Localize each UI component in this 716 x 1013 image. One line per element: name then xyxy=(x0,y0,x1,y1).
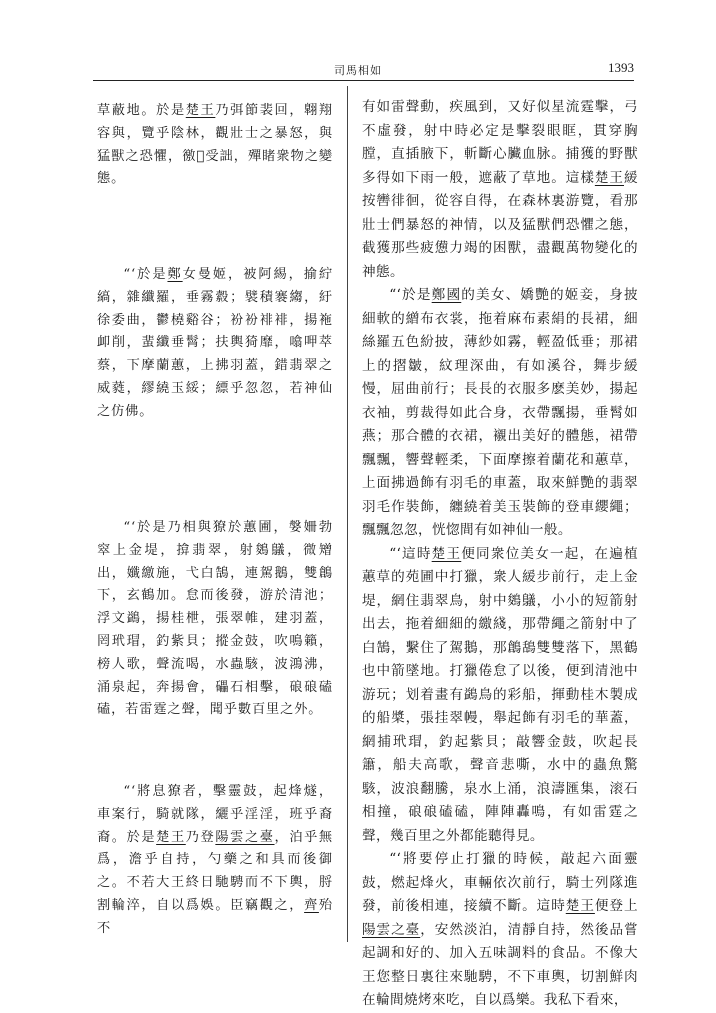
text-run: ，泊乎無爲，澹乎自持，勺藥之和具而後御之。不若大王終日馳騁而不下輿，脟割輪淬，自以爲娛。臣竊觀之， xyxy=(97,829,333,913)
source-paragraph xyxy=(97,517,333,722)
text-run: 便登上 xyxy=(594,898,638,914)
proper-noun: 陽雲之臺 xyxy=(215,829,275,845)
proper-noun: 鄭 xyxy=(167,267,183,282)
text-run: “‘這時 xyxy=(389,545,432,562)
paragraph-text xyxy=(97,781,333,941)
text-run: 便同衆位美女一起，在遍植蕙草的苑圃中打獵，衆人緩步前行，走上金堤，網住翡翠鳥，射中鵕鸃，小小的短箭射出去，拖着細細的繳綫，那帶繩之箭射中了白鵠，繫住了駕鵝，那鶬鴰雙雙落下，黑鶴也中箭墜地。打獵倦怠了以後，便到清池中游玩；划着畫有鷁鳥的彩船，揮動桂木製成的船槳，張挂翠幔，舉起飾有羽毛的華蓋，網捕玳瑁，釣起紫貝；敲響金鼓，吹起長簫，船夫高歌，聲音悲嘶，水中的蟲魚驚駭，波浪翻騰，泉水上涌，浪濤匯集，滚石相撞，硠硠磕磕，陣陣轟鳴，有如雷霆之聲，幾百里之外都能聽得見。 xyxy=(362,545,638,844)
text-run: 殆不 xyxy=(97,897,333,936)
paragraph-text xyxy=(97,100,333,191)
text-run: ，安然淡泊，清靜自持，然後品嘗起調和好的、加入五味調料的食品。不像大王您整日裏往來馳騁，不下車輿，切割鮮肉在輪間燒烤來吃，自以爲樂。我私下看來， xyxy=(362,921,639,1008)
text-run: 女曼姬，被阿緆，揄紵縞，雜纖羅，垂霧縠；襞積褰縐，紆徐委曲，鬱橈谿谷；衯衯裶裶，揚袘卹削，蜚纖垂髾；扶輿猗靡，噏呷萃蔡，下摩蘭蕙，上拂羽蓋，錯翡翠之威蕤，繆繞玉綏；縹乎忽忽，若神仙之仿佛。 xyxy=(97,267,333,419)
text-run: 有如雷聲動，疾風到，又好似星流霆擊，弓不虛發，射中時必定是擊裂眼眶，貫穿胸膛，直插腋下，斬斷心臟血脉。捕獲的野獸多得如下雨一般，遮蔽了草地。這樣 xyxy=(362,99,638,186)
text-run: 乃登 xyxy=(185,829,216,845)
proper-noun: 陽雲之臺 xyxy=(362,921,421,938)
text-run: “‘於是 xyxy=(123,267,168,282)
proper-noun: 楚王 xyxy=(156,829,186,845)
proper-noun: 齊 xyxy=(304,897,319,913)
column-divider xyxy=(347,86,348,942)
paragraph-text xyxy=(97,264,333,424)
text-run: “‘於是乃相與獠於蕙圃，媻姍勃窣上金堤，揜翡翠，射鵕鸃，微矰出，孅繳施，弋白鵠，連駕鵝，雙鶬下，玄鶴加。怠而後發，游於清池；浮文鷁，揚桂枻，張翠帷，建羽蓋，罔玳瑁，釣紫貝；摐金鼓，吹鳴籟，榜人歌，聲流喝，水蟲駭，波鴻沸，涌泉起，奔揚會，礧石相擊，硠硠磕磕，若雷霆之聲，聞乎數百里之外。 xyxy=(97,520,333,718)
translation-paragraph xyxy=(362,96,638,284)
translation-column xyxy=(362,96,638,1013)
proper-noun: 楚王 xyxy=(594,169,624,186)
running-head-title: 司馬相如 xyxy=(334,64,382,77)
text-run: 緩按轡徘徊，從容自得，在森林裏游覽，看那壯士們暴怒的神情，以及猛獸們恐懼之態，截獲那些疲憊力竭的困獸，盡觀萬物變化的神態。 xyxy=(362,169,638,280)
proper-noun: 楚王 xyxy=(565,898,595,914)
page-number: 1393 xyxy=(608,60,634,75)
translation-paragraph xyxy=(362,543,638,849)
translation-paragraph xyxy=(362,848,638,1013)
text-run: “‘於是 xyxy=(389,287,432,303)
proper-noun: 楚王 xyxy=(185,103,216,118)
translation-paragraph xyxy=(362,284,638,543)
text-run: “‘將要停止打獵的時候，敲起六面靈鼓，燃起烽火，車輛依次前行，騎士列隊進發，前後相連，接續不斷。這時 xyxy=(362,851,638,914)
source-paragraph xyxy=(97,781,333,941)
text-run: 草蔽地。於是 xyxy=(97,103,186,118)
proper-noun: 楚王 xyxy=(431,545,462,562)
proper-noun: 鄭國 xyxy=(431,287,462,303)
text-run: 的美女、嬌艷的姬妾，身披細軟的繒布衣裳，拖着麻布素絹的長裙，細絲羅五色紛披，薄紗如霧，輕盈低垂；那裙上的摺皺，紋理深曲，有如溪谷，舞步緩慢，屈曲前行；長長的衣服多麽美妙，揚起衣袖，剪裁得如此合身，衣帶飄揚，垂髾如燕；那合體的衣裙，襯出美好的體態，裙帶飄飄，響聲輕柔，下面摩擦着蘭花和蕙草，上面拂過飾有羽毛的車蓋，取來鮮艷的翡翠羽毛作裝飾，纏繞着美玉裝飾的登車纓繩；飄飄忽忽，恍惚間有如神仙一般。 xyxy=(362,287,638,538)
paragraph-text xyxy=(97,517,333,722)
source-paragraph xyxy=(97,100,333,191)
text-run: “‘將息獠者，擊靈鼓，起烽燧，車案行，騎就隊，纚乎淫淫，班乎裔裔。於是 xyxy=(97,784,333,845)
source-paragraph xyxy=(97,264,333,424)
header-rule xyxy=(93,80,634,81)
text-run: 乃弭節裴回，翺翔容與，覽乎陰林，觀壯士之暴怒，與猛獸之恐懼，徼𠴅受詘，殫睹衆物之變態。 xyxy=(97,103,333,187)
